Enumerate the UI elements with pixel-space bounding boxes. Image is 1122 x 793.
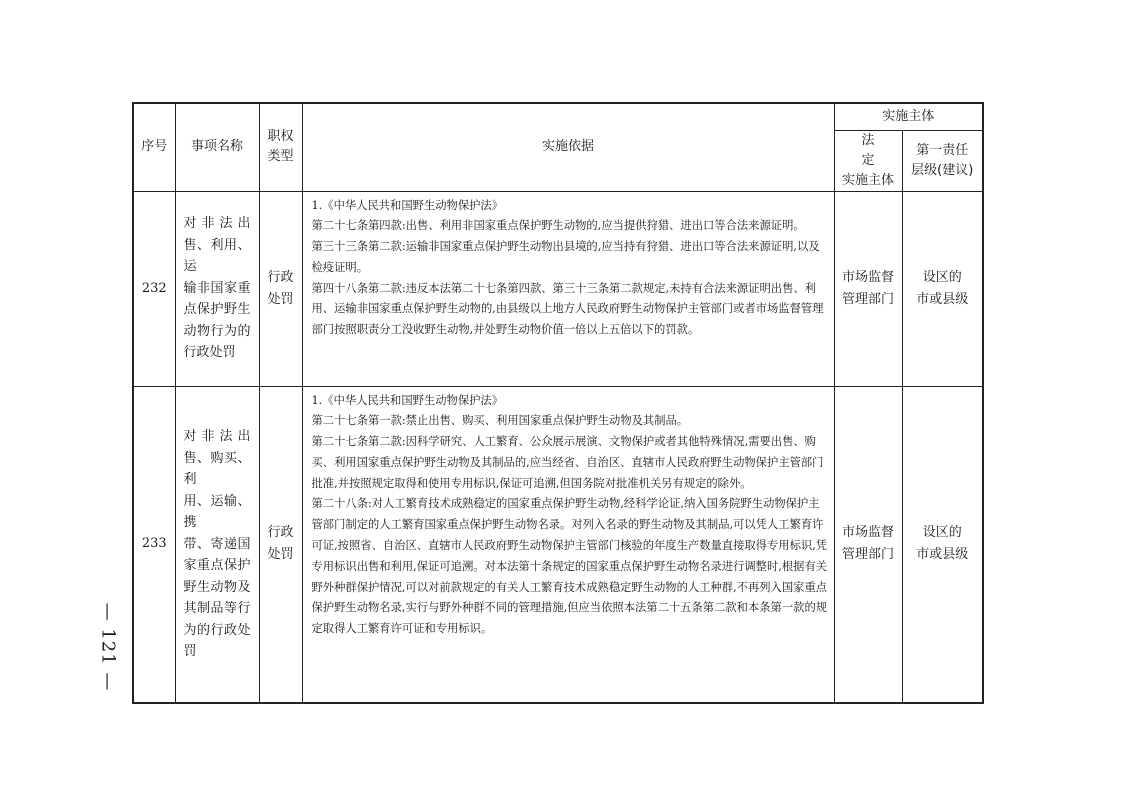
level-line: 设区的 xyxy=(922,269,962,285)
power-type-line: 处罚 xyxy=(267,547,294,563)
item-name-line: 售、购买、利 xyxy=(183,450,251,487)
header-first-responsibility-line1: 第一责任 xyxy=(916,142,969,158)
header-power-type xyxy=(259,103,302,191)
header-legal-subject-line1: 法 定 xyxy=(861,132,889,168)
power-type-line: 行政 xyxy=(267,269,294,285)
row-seq: 232 xyxy=(133,191,175,386)
basis-paragraph: 第四十八条第二款:违反本法第二十七条第四款、第三十三条第二款规定,未持有合法来源证明出售、利用、运输非国家重点保护野生动物的,由县级以上地方人民政府野生动物保护主管部门或者市场监督管理部门按照职责分工没收野生动物,并处野生动物价值一倍以上五倍以下的罚款。 xyxy=(311,281,824,337)
header-first-responsibility-line2: 层级(建议) xyxy=(911,162,974,178)
header-power-type-line1: 职权 xyxy=(267,129,294,145)
row-responsibility-level xyxy=(902,386,983,703)
item-name-line: 其制品等行 xyxy=(183,601,251,616)
table-row xyxy=(133,386,983,703)
basis-paragraph: 第二十八条:对人工繁育技术成熟稳定的国家重点保护野生动物,经科学论证,纳入国务院野生动物保护主管部门制定的人工繁育国家重点保护野生动物名录。对列入名录的野生动物及其制品,可以凭人工繁育许可证,按照省、自治区、直辖市人民政府野生动物保护主管部门核验的年度生产数量直接取得专用标识,凭专用标识出售和利用,保证可追溯。对本法第十条规定的国家重点保护野生动物名录进行调整时,根据有关野外种群保护情况,可以对前款规定的有关人工繁育技术成熟稳定野生动物的人工种群,不再列入国家重点保护野生动物名录,实行与野外种群不同的管理措施,但应当依照本法第二十五条第二款和本条第一款的规定取得人工繁育许可证和专用标识。 xyxy=(311,497,828,636)
row-legal-subject xyxy=(834,191,902,386)
level-line: 设区的 xyxy=(922,525,962,541)
table-row xyxy=(133,191,983,386)
header-subject: 实施主体 xyxy=(834,103,983,130)
row-seq: 233 xyxy=(133,386,175,703)
legal-subject-line: 管理部门 xyxy=(841,291,894,307)
power-type-line: 行政 xyxy=(267,525,294,541)
row-basis xyxy=(302,386,834,703)
header-basis: 实施依据 xyxy=(302,103,834,191)
legal-subject-line: 市场监督 xyxy=(841,269,894,285)
header-item-name: 事项名称 xyxy=(175,103,259,191)
row-power-type xyxy=(259,386,302,703)
header-power-type-line2: 类型 xyxy=(267,149,294,165)
item-name-line: 售、利用、运 xyxy=(183,237,251,275)
item-name-line: 点保护野生 xyxy=(183,302,251,318)
item-name-line: 野生动物及 xyxy=(183,579,251,595)
page-number-text: — 121 — xyxy=(97,602,119,692)
basis-paragraph: 1.《中华人民共和国野生动物保护法》 xyxy=(311,393,504,407)
basis-paragraph: 第二十七条第四款:出售、利用非国家重点保护野生动物的,应当提供狩猎、进出口等合法来源证明。 xyxy=(311,219,805,233)
legal-subject-line: 市场监督 xyxy=(841,525,894,541)
level-line: 市或县级 xyxy=(916,547,969,563)
basis-paragraph: 第二十七条第二款:因科学研究、人工繁育、公众展示展演、文物保护或者其他特殊情况,需要出售、购买、利用国家重点保护野生动物及其制品的,应当经省、自治区、直辖市人民政府野生动物保护主管部门批准,并按照规定取得和使用专用标识,保证可追溯,但国务院对批准机关另有规定的除外。 xyxy=(311,435,824,490)
header-first-responsibility xyxy=(902,130,983,191)
enforcement-items-table xyxy=(132,102,984,704)
row-item-name xyxy=(175,191,259,386)
level-line: 市或县级 xyxy=(916,291,969,307)
legal-subject-line: 管理部门 xyxy=(841,547,894,563)
basis-paragraph: 第二十七条第一款:禁止出售、购买、利用国家重点保护野生动物及其制品。 xyxy=(311,414,689,428)
item-name-line: 对 非 法 出 xyxy=(183,429,251,444)
header-legal-subject xyxy=(834,130,902,191)
header-seq: 序号 xyxy=(133,103,175,191)
row-responsibility-level xyxy=(902,191,983,386)
item-name-line: 为的行政处 xyxy=(183,622,251,638)
row-legal-subject xyxy=(834,386,902,703)
item-name-line: 对 非 法 出 xyxy=(183,216,251,232)
item-name-line: 行政处罚 xyxy=(183,345,236,361)
row-basis xyxy=(302,191,834,386)
page-number xyxy=(88,592,128,702)
power-type-line: 处罚 xyxy=(267,291,294,307)
item-name-line: 输非国家重 xyxy=(183,280,251,296)
row-power-type xyxy=(259,191,302,386)
item-name-line: 带、寄递国 xyxy=(183,536,251,552)
basis-paragraph: 第三十三条第二款:运输非国家重点保护野生动物出县境的,应当持有狩猎、进出口等合法来源证明,以及检疫证明。 xyxy=(311,240,820,274)
item-name-line: 家重点保护 xyxy=(183,558,251,573)
header-legal-subject-line2: 实施主体 xyxy=(841,172,894,188)
item-name-line: 用、运输、携 xyxy=(183,493,251,530)
item-name-line: 罚 xyxy=(183,644,197,659)
row-item-name xyxy=(175,386,259,703)
basis-paragraph: 1.《中华人民共和国野生动物保护法》 xyxy=(311,198,504,212)
item-name-line: 动物行为的 xyxy=(183,323,251,339)
